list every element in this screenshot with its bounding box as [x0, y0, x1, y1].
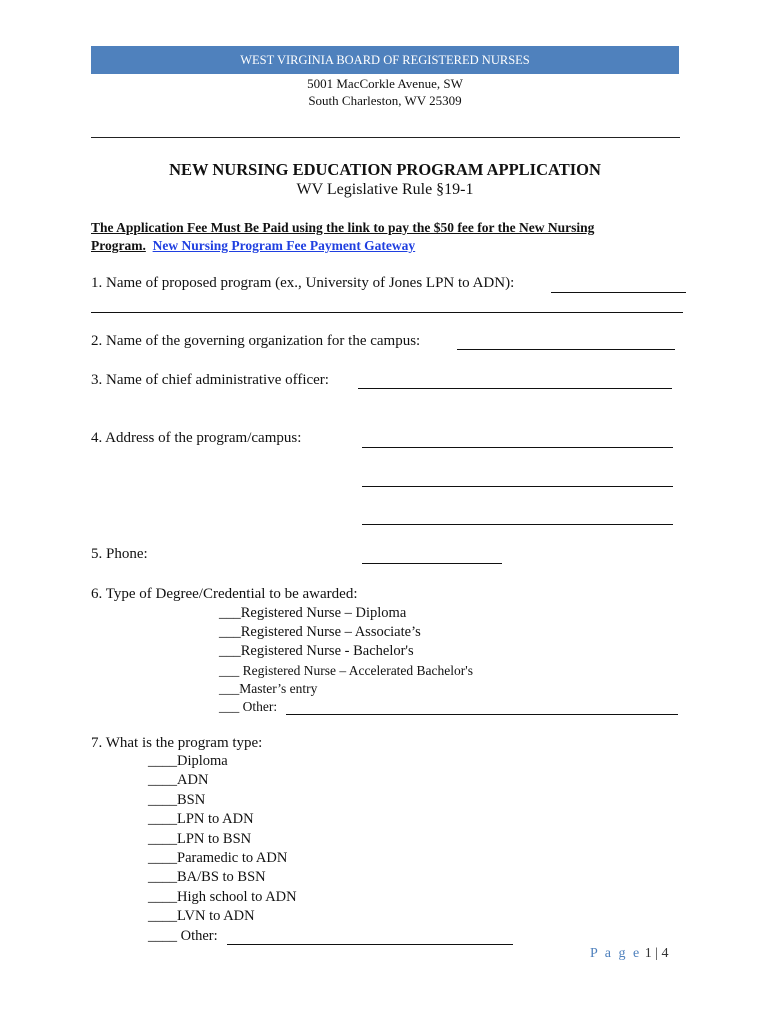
question-4-label: 4. Address of the program/campus:: [91, 430, 302, 446]
address-field-line-1[interactable]: [362, 447, 673, 448]
program-type-other-field[interactable]: [227, 944, 513, 945]
address-line-2: South Charleston, WV 25309: [308, 93, 462, 108]
fee-notice-text-2: Program.: [91, 238, 146, 253]
program-name-field-line-2[interactable]: [91, 312, 683, 313]
program-type-diploma[interactable]: ____Diploma: [148, 753, 228, 769]
address-line-1: 5001 MacCorkle Avenue, SW: [307, 76, 463, 91]
program-type-lvn-to-adn[interactable]: ____LVN to ADN: [148, 908, 255, 924]
question-3-label: 3. Name of chief administrative officer:: [91, 372, 329, 388]
degree-option-rn-accelerated-bachelors[interactable]: ___ Registered Nurse – Accelerated Bachelor's: [219, 663, 473, 678]
chief-officer-field[interactable]: [358, 388, 672, 389]
program-type-adn[interactable]: ____ADN: [148, 772, 209, 788]
degree-option-rn-associates[interactable]: ___Registered Nurse – Associate’s: [219, 624, 421, 640]
fee-notice: [91, 219, 681, 255]
page-number: [590, 946, 669, 962]
address-field-line-2[interactable]: [362, 486, 673, 487]
program-name-field[interactable]: [551, 292, 686, 293]
program-type-bsn[interactable]: ____BSN: [148, 792, 206, 808]
form-title: NEW NURSING EDUCATION PROGRAM APPLICATION: [169, 160, 601, 179]
header-banner: WEST VIRGINIA BOARD OF REGISTERED NURSES: [91, 46, 679, 74]
program-type-high-school-to-adn[interactable]: ____High school to ADN: [148, 889, 297, 905]
degree-option-masters-entry[interactable]: ___Master’s entry: [219, 681, 318, 696]
address-field-line-3[interactable]: [362, 524, 673, 525]
degree-option-other[interactable]: ___ Other:: [219, 699, 278, 714]
fee-notice-text: The Application Fee Must Be Paid using the link to pay the $50 fee for the New Nursing: [91, 220, 595, 235]
program-type-other[interactable]: ____ Other:: [148, 928, 218, 944]
question-1-label: 1. Name of proposed program (ex., University of Jones LPN to ADN):: [91, 275, 515, 291]
program-type-lpn-to-adn[interactable]: ____LPN to ADN: [148, 811, 254, 827]
question-5-label: 5. Phone:: [91, 546, 148, 562]
question-6-label: 6. Type of Degree/Credential to be awarded:: [91, 586, 358, 602]
fee-payment-gateway-link[interactable]: New Nursing Program Fee Payment Gateway: [152, 238, 416, 253]
page-value: 1 | 4: [644, 946, 669, 961]
governing-organization-field[interactable]: [457, 349, 675, 350]
program-type-lpn-to-bsn[interactable]: ____LPN to BSN: [148, 831, 252, 847]
degree-option-rn-bachelors[interactable]: ___Registered Nurse - Bachelor's: [219, 643, 414, 659]
page-label: P a g e: [590, 946, 642, 961]
program-type-ba-bs-to-bsn[interactable]: ____BA/BS to BSN: [148, 869, 266, 885]
phone-field[interactable]: [362, 563, 502, 564]
question-2-label: 2. Name of the governing organization for the campus:: [91, 333, 421, 349]
degree-other-field[interactable]: [286, 714, 678, 715]
program-type-paramedic-to-adn[interactable]: ____Paramedic to ADN: [148, 850, 288, 866]
degree-option-rn-diploma[interactable]: ___Registered Nurse – Diploma: [219, 605, 407, 621]
header-divider: [91, 137, 680, 138]
question-7-label: 7. What is the program type:: [91, 735, 263, 751]
form-subtitle: WV Legislative Rule §19-1: [296, 181, 474, 198]
